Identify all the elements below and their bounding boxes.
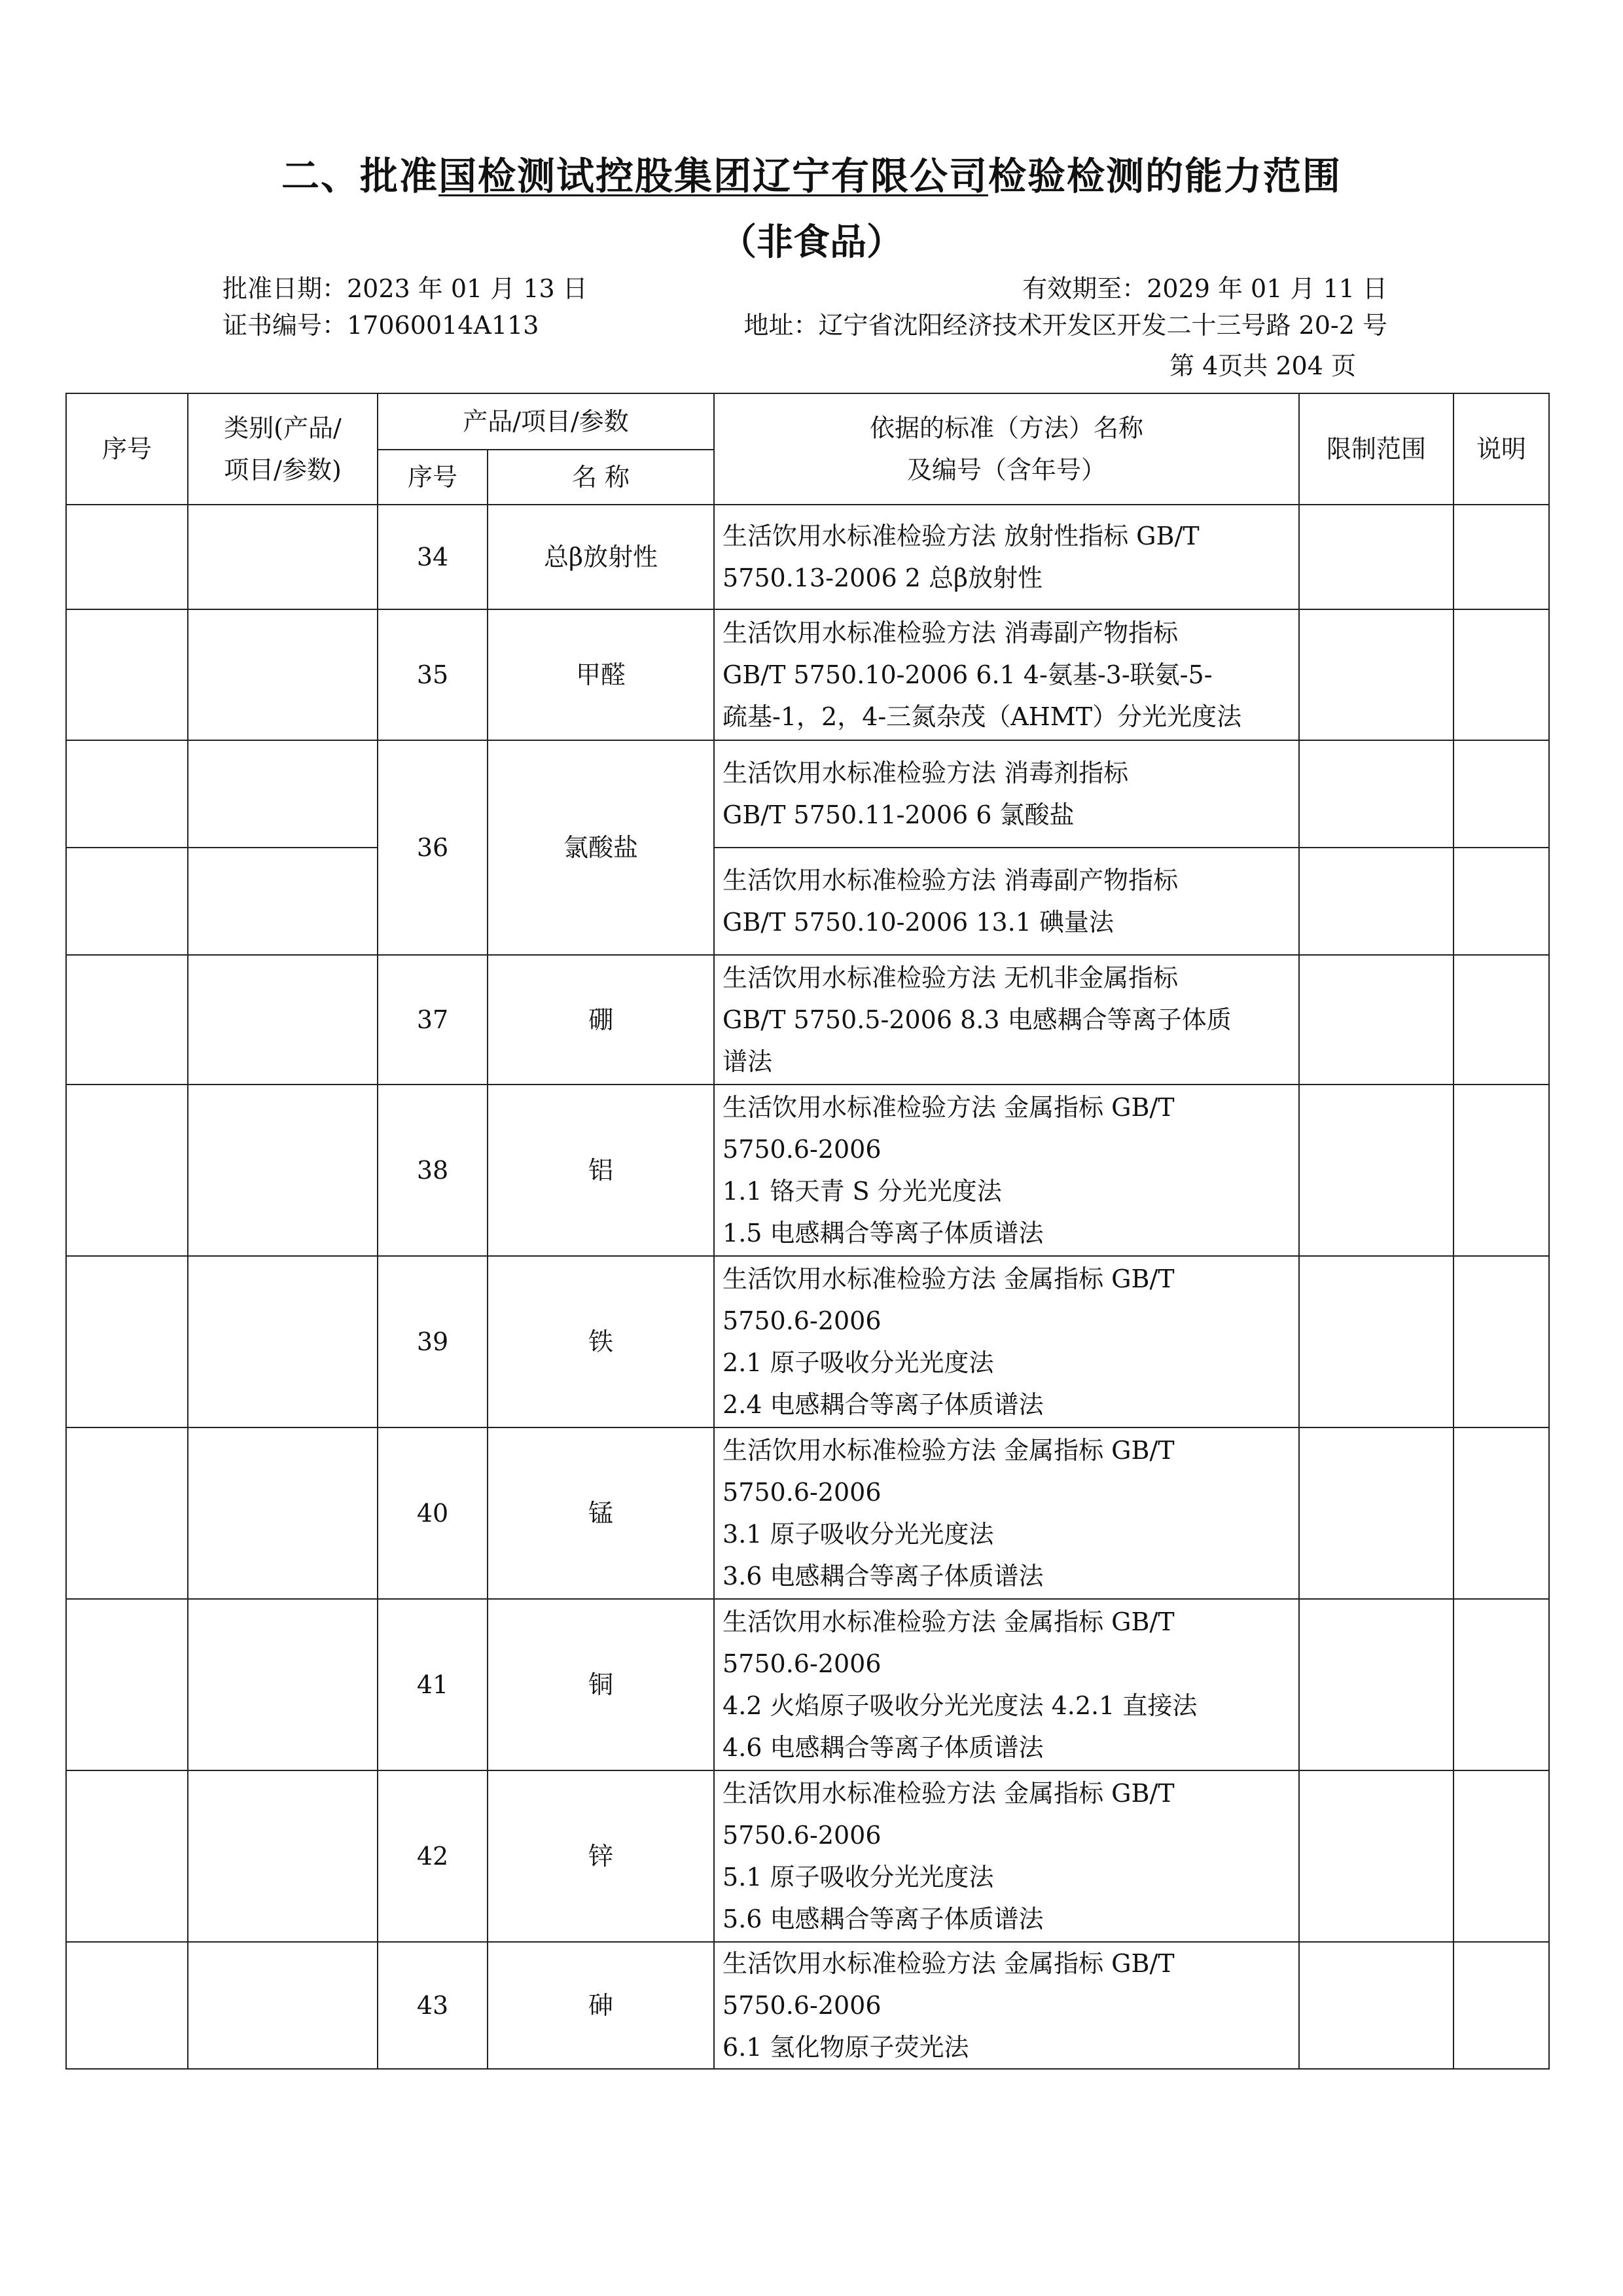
header-category — [188, 393, 378, 505]
cell-category — [188, 1599, 378, 1770]
certificate-number: 证书编号：17060014A113 — [223, 311, 539, 340]
table-row — [66, 1427, 1549, 1599]
standard-line: 5750.6-2006 — [722, 1649, 882, 1678]
cell-category — [188, 848, 378, 955]
standard-line: 1.1 铬天青 S 分光光度法 — [722, 1177, 1002, 1206]
cell-item-name: 砷 — [488, 1942, 714, 2069]
cell-seq — [66, 1770, 188, 1942]
standard-line: 生活饮用水标准检验方法 放射性指标 GB/T — [722, 522, 1200, 550]
cell-limit — [1299, 955, 1454, 1085]
cell-category — [188, 1427, 378, 1599]
header-product-group: 产品/项目/参数 — [378, 393, 714, 450]
cell-item-no: 35 — [378, 609, 488, 740]
cell-item-name: 锰 — [488, 1427, 714, 1599]
cell-limit — [1299, 1942, 1454, 2069]
header-category-line-2: 项目/参数) — [224, 456, 342, 484]
header-standard-line-1: 依据的标准（方法）名称 — [870, 414, 1144, 442]
standard-line: 3.6 电感耦合等离子体质谱法 — [722, 1562, 1044, 1590]
cell-seq — [66, 955, 188, 1085]
header-category-line-1: 类别(产品/ — [224, 414, 342, 442]
standard-line: GB/T 5750.10-2006 6.1 4-氨基-3-联氨-5- — [722, 660, 1213, 689]
cell-limit — [1299, 1599, 1454, 1770]
cell-item-name: 氯酸盐 — [488, 740, 714, 955]
title-suffix: 检验检测的能力范围 — [988, 154, 1342, 198]
standard-line: 生活饮用水标准检验方法 金属指标 GB/T — [722, 1779, 1175, 1808]
standard-line: 4.6 电感耦合等离子体质谱法 — [722, 1733, 1044, 1762]
cell-note — [1454, 848, 1549, 955]
cell-limit — [1299, 740, 1454, 848]
cell-note — [1454, 1599, 1549, 1770]
cell-category — [188, 1256, 378, 1427]
cell-item-name: 铁 — [488, 1256, 714, 1427]
cell-note — [1454, 1770, 1549, 1942]
standard-line: 5750.13-2006 2 总β放射性 — [722, 564, 1043, 592]
cell-standard — [714, 609, 1299, 740]
cell-note — [1454, 609, 1549, 740]
page-info: 第 4页共 204 页 — [1169, 351, 1356, 380]
valid-until: 有效期至：2029 年 01 月 11 日 — [1022, 274, 1387, 303]
cell-seq — [66, 609, 188, 740]
cell-item-name: 硼 — [488, 955, 714, 1085]
cell-seq — [66, 1942, 188, 2069]
standard-line: 生活饮用水标准检验方法 金属指标 GB/T — [722, 1607, 1175, 1636]
cell-standard — [714, 1599, 1299, 1770]
standard-line: 3.1 原子吸收分光光度法 — [722, 1520, 994, 1549]
standard-line: 1.5 电感耦合等离子体质谱法 — [722, 1219, 1044, 1247]
table-row — [66, 1942, 1549, 2069]
cell-note — [1454, 505, 1549, 609]
header-limit: 限制范围 — [1299, 393, 1454, 505]
table-row — [66, 609, 1549, 740]
header-note: 说明 — [1454, 393, 1549, 505]
standard-line: 5750.6-2006 — [722, 1478, 882, 1507]
header-seq: 序号 — [66, 393, 188, 505]
title-organization: 国检测试控股集团辽宁有限公司 — [438, 154, 988, 198]
table-row — [66, 1770, 1549, 1942]
address: 地址：辽宁省沈阳经济技术开发区开发二十三号路 20-2 号 — [743, 311, 1387, 340]
table-row — [66, 1085, 1549, 1256]
standard-line: GB/T 5750.11-2006 6 氯酸盐 — [722, 800, 1075, 829]
cell-note — [1454, 955, 1549, 1085]
cell-limit — [1299, 848, 1454, 955]
cell-item-no: 38 — [378, 1085, 488, 1256]
cell-item-no: 39 — [378, 1256, 488, 1427]
cell-note — [1454, 1085, 1549, 1256]
cell-category — [188, 740, 378, 848]
cell-note — [1454, 1427, 1549, 1599]
standard-line: 5.6 电感耦合等离子体质谱法 — [722, 1905, 1044, 1933]
cell-standard — [714, 740, 1299, 848]
standard-line: 5750.6-2006 — [722, 1135, 882, 1164]
standard-line: GB/T 5750.10-2006 13.1 碘量法 — [722, 908, 1114, 937]
header-item-no: 序号 — [378, 450, 488, 505]
header-standard-line-2: 及编号（含年号） — [907, 456, 1107, 484]
table-row — [66, 848, 1549, 955]
cell-category — [188, 1770, 378, 1942]
cell-item-name: 总β放射性 — [488, 505, 714, 609]
standard-line: 5.1 原子吸收分光光度法 — [722, 1863, 994, 1892]
cell-seq — [66, 1256, 188, 1427]
standard-line: 4.2 火焰原子吸收分光光度法 4.2.1 直接法 — [722, 1691, 1198, 1720]
cell-standard — [714, 848, 1299, 955]
cell-item-no: 43 — [378, 1942, 488, 2069]
cell-item-name: 铜 — [488, 1599, 714, 1770]
cell-limit — [1299, 1085, 1454, 1256]
cell-item-no: 36 — [378, 740, 488, 955]
standard-line: 生活饮用水标准检验方法 无机非金属指标 — [722, 963, 1179, 992]
standard-line: 生活饮用水标准检验方法 消毒剂指标 — [722, 759, 1129, 787]
cell-item-no: 42 — [378, 1770, 488, 1942]
cell-limit — [1299, 1256, 1454, 1427]
cell-category — [188, 1942, 378, 2069]
standard-line: 生活饮用水标准检验方法 金属指标 GB/T — [722, 1265, 1175, 1293]
cell-standard — [714, 505, 1299, 609]
standard-line: 2.4 电感耦合等离子体质谱法 — [722, 1390, 1044, 1419]
header-item-name: 名 称 — [488, 450, 714, 505]
cell-note — [1454, 740, 1549, 848]
cell-item-no: 34 — [378, 505, 488, 609]
table-row — [66, 505, 1549, 609]
standard-line: 生活饮用水标准检验方法 消毒副产物指标 — [722, 866, 1179, 895]
cell-standard — [714, 1942, 1299, 2069]
cell-item-name: 甲醛 — [488, 609, 714, 740]
cell-seq — [66, 740, 188, 848]
cell-seq — [66, 848, 188, 955]
table-row — [66, 1599, 1549, 1770]
table-row — [66, 740, 1549, 848]
standard-line: 5750.6-2006 — [722, 1306, 882, 1335]
capability-table — [65, 393, 1550, 2070]
standard-line: 生活饮用水标准检验方法 金属指标 GB/T — [722, 1436, 1175, 1465]
page-title — [0, 145, 1623, 200]
cell-limit — [1299, 1427, 1454, 1599]
standard-line: 5750.6-2006 — [722, 1821, 882, 1850]
standard-line: 生活饮用水标准检验方法 消毒副产物指标 — [722, 619, 1179, 647]
approval-date: 批准日期：2023 年 01 月 13 日 — [223, 274, 588, 303]
header-standard — [714, 393, 1299, 505]
cell-item-name: 锌 — [488, 1770, 714, 1942]
page-subtitle: （非食品） — [720, 221, 903, 264]
standard-line: 生活饮用水标准检验方法 金属指标 GB/T — [722, 1949, 1175, 1978]
standard-line: 谱法 — [722, 1047, 773, 1076]
cell-seq — [66, 1599, 188, 1770]
cell-seq — [66, 1085, 188, 1256]
cell-item-no: 41 — [378, 1599, 488, 1770]
table-row — [66, 955, 1549, 1085]
cell-limit — [1299, 609, 1454, 740]
cell-seq — [66, 505, 188, 609]
cell-category — [188, 1085, 378, 1256]
cell-category — [188, 609, 378, 740]
standard-line: 疏基-1，2，4-三氮杂茂（AHMT）分光光度法 — [722, 702, 1242, 731]
cell-item-name: 铝 — [488, 1085, 714, 1256]
cell-category — [188, 955, 378, 1085]
cell-standard — [714, 955, 1299, 1085]
cell-seq — [66, 1427, 188, 1599]
cell-standard — [714, 1427, 1299, 1599]
cell-standard — [714, 1770, 1299, 1942]
cell-category — [188, 505, 378, 609]
cell-standard — [714, 1256, 1299, 1427]
cell-item-no: 37 — [378, 955, 488, 1085]
table-row — [66, 1256, 1549, 1427]
cell-standard — [714, 1085, 1299, 1256]
cell-note — [1454, 1942, 1549, 2069]
cell-limit — [1299, 505, 1454, 609]
standard-line: 6.1 氢化物原子荧光法 — [722, 2033, 969, 2062]
standard-line: GB/T 5750.5-2006 8.3 电感耦合等离子体质 — [722, 1005, 1232, 1034]
standard-line: 生活饮用水标准检验方法 金属指标 GB/T — [722, 1093, 1175, 1122]
standard-line: 2.1 原子吸收分光光度法 — [722, 1348, 994, 1377]
standard-line: 5750.6-2006 — [722, 1991, 882, 2020]
cell-limit — [1299, 1770, 1454, 1942]
title-prefix: 二、批准 — [281, 154, 438, 198]
cell-item-no: 40 — [378, 1427, 488, 1599]
cell-note — [1454, 1256, 1549, 1427]
